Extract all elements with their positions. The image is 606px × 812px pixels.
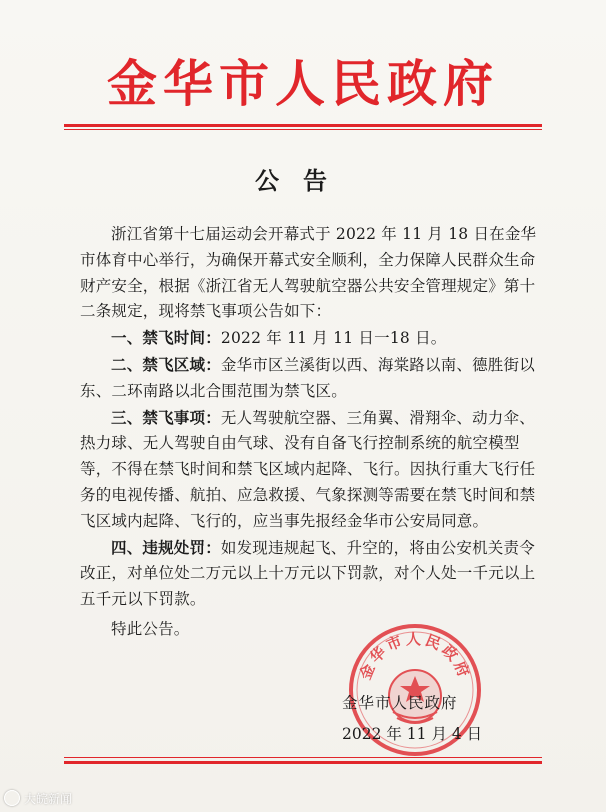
document-title: 公告 [255, 166, 351, 195]
item-label-4: 四、违规处罚： [111, 537, 221, 557]
closing-line: 特此公告。 [111, 619, 190, 638]
masthead-org-name: 金华市人民政府 [107, 55, 499, 113]
signature-date: 2022 年 11 月 4 日 [342, 725, 483, 743]
item-paragraph-2 [80, 352, 550, 405]
item-label-1: 一、禁飞时间： [111, 328, 221, 348]
source-watermark [4, 788, 72, 808]
item-text-4: 如发现违规起飞、升空的，将由公安机关责令改正，对单位处二万元以上十万元以下罚款，对个人处一千元以上五千元以下罚款。 [80, 538, 536, 609]
watermark-logo-icon [4, 790, 20, 806]
item-paragraph-3 [80, 405, 550, 535]
intro-paragraph: 浙江省第十七届运动会开幕式于 2022 年 11 月 18 日在金华市体育中心举行，为确保开幕式安全顺利，全力保障人民群众生命财产安全，根据《浙江省无人驾驶航空器公共安全管理规定》第十二条规定，现将禁飞事项公告如下： [80, 225, 537, 321]
item-text-1: 2022 年 11 月 11 日一18 日。 [220, 329, 447, 348]
watermark-text: 大皖新闻 [24, 791, 73, 806]
item-label-3: 三、禁飞事项： [111, 407, 221, 427]
item-label-2: 二、禁飞区域： [111, 354, 221, 374]
document-body [80, 222, 550, 643]
masthead-red-rule-thin [64, 129, 542, 130]
masthead-red-rule-thick [64, 124, 542, 127]
item-paragraph-1 [80, 325, 550, 352]
item-text-3: 无人驾驶航空器、三角翼、滑翔伞、动力伞、热力球、无人驾驶自由气球、没有自备飞行控制系统的航空模型等，不得在禁飞时间和禁飞区域内起降、飞行。因执行重大飞行任务的电视传播、航拍、应急救援、气象探测等需要在禁飞时间和禁飞区域内起降、飞行的，应当事先报经金华市公安局同意。 [80, 408, 536, 530]
seal-ring-text: 金华市人民政府 [356, 630, 474, 683]
signature-org: 金华市人民政府 [342, 694, 458, 712]
item-text-2: 金华市区兰溪街以西、海棠路以南、德胜街以东、二环南路以北合围范围为禁飞区。 [80, 355, 535, 400]
footer-red-rule-thick [64, 761, 542, 764]
item-paragraph-4 [80, 535, 550, 613]
